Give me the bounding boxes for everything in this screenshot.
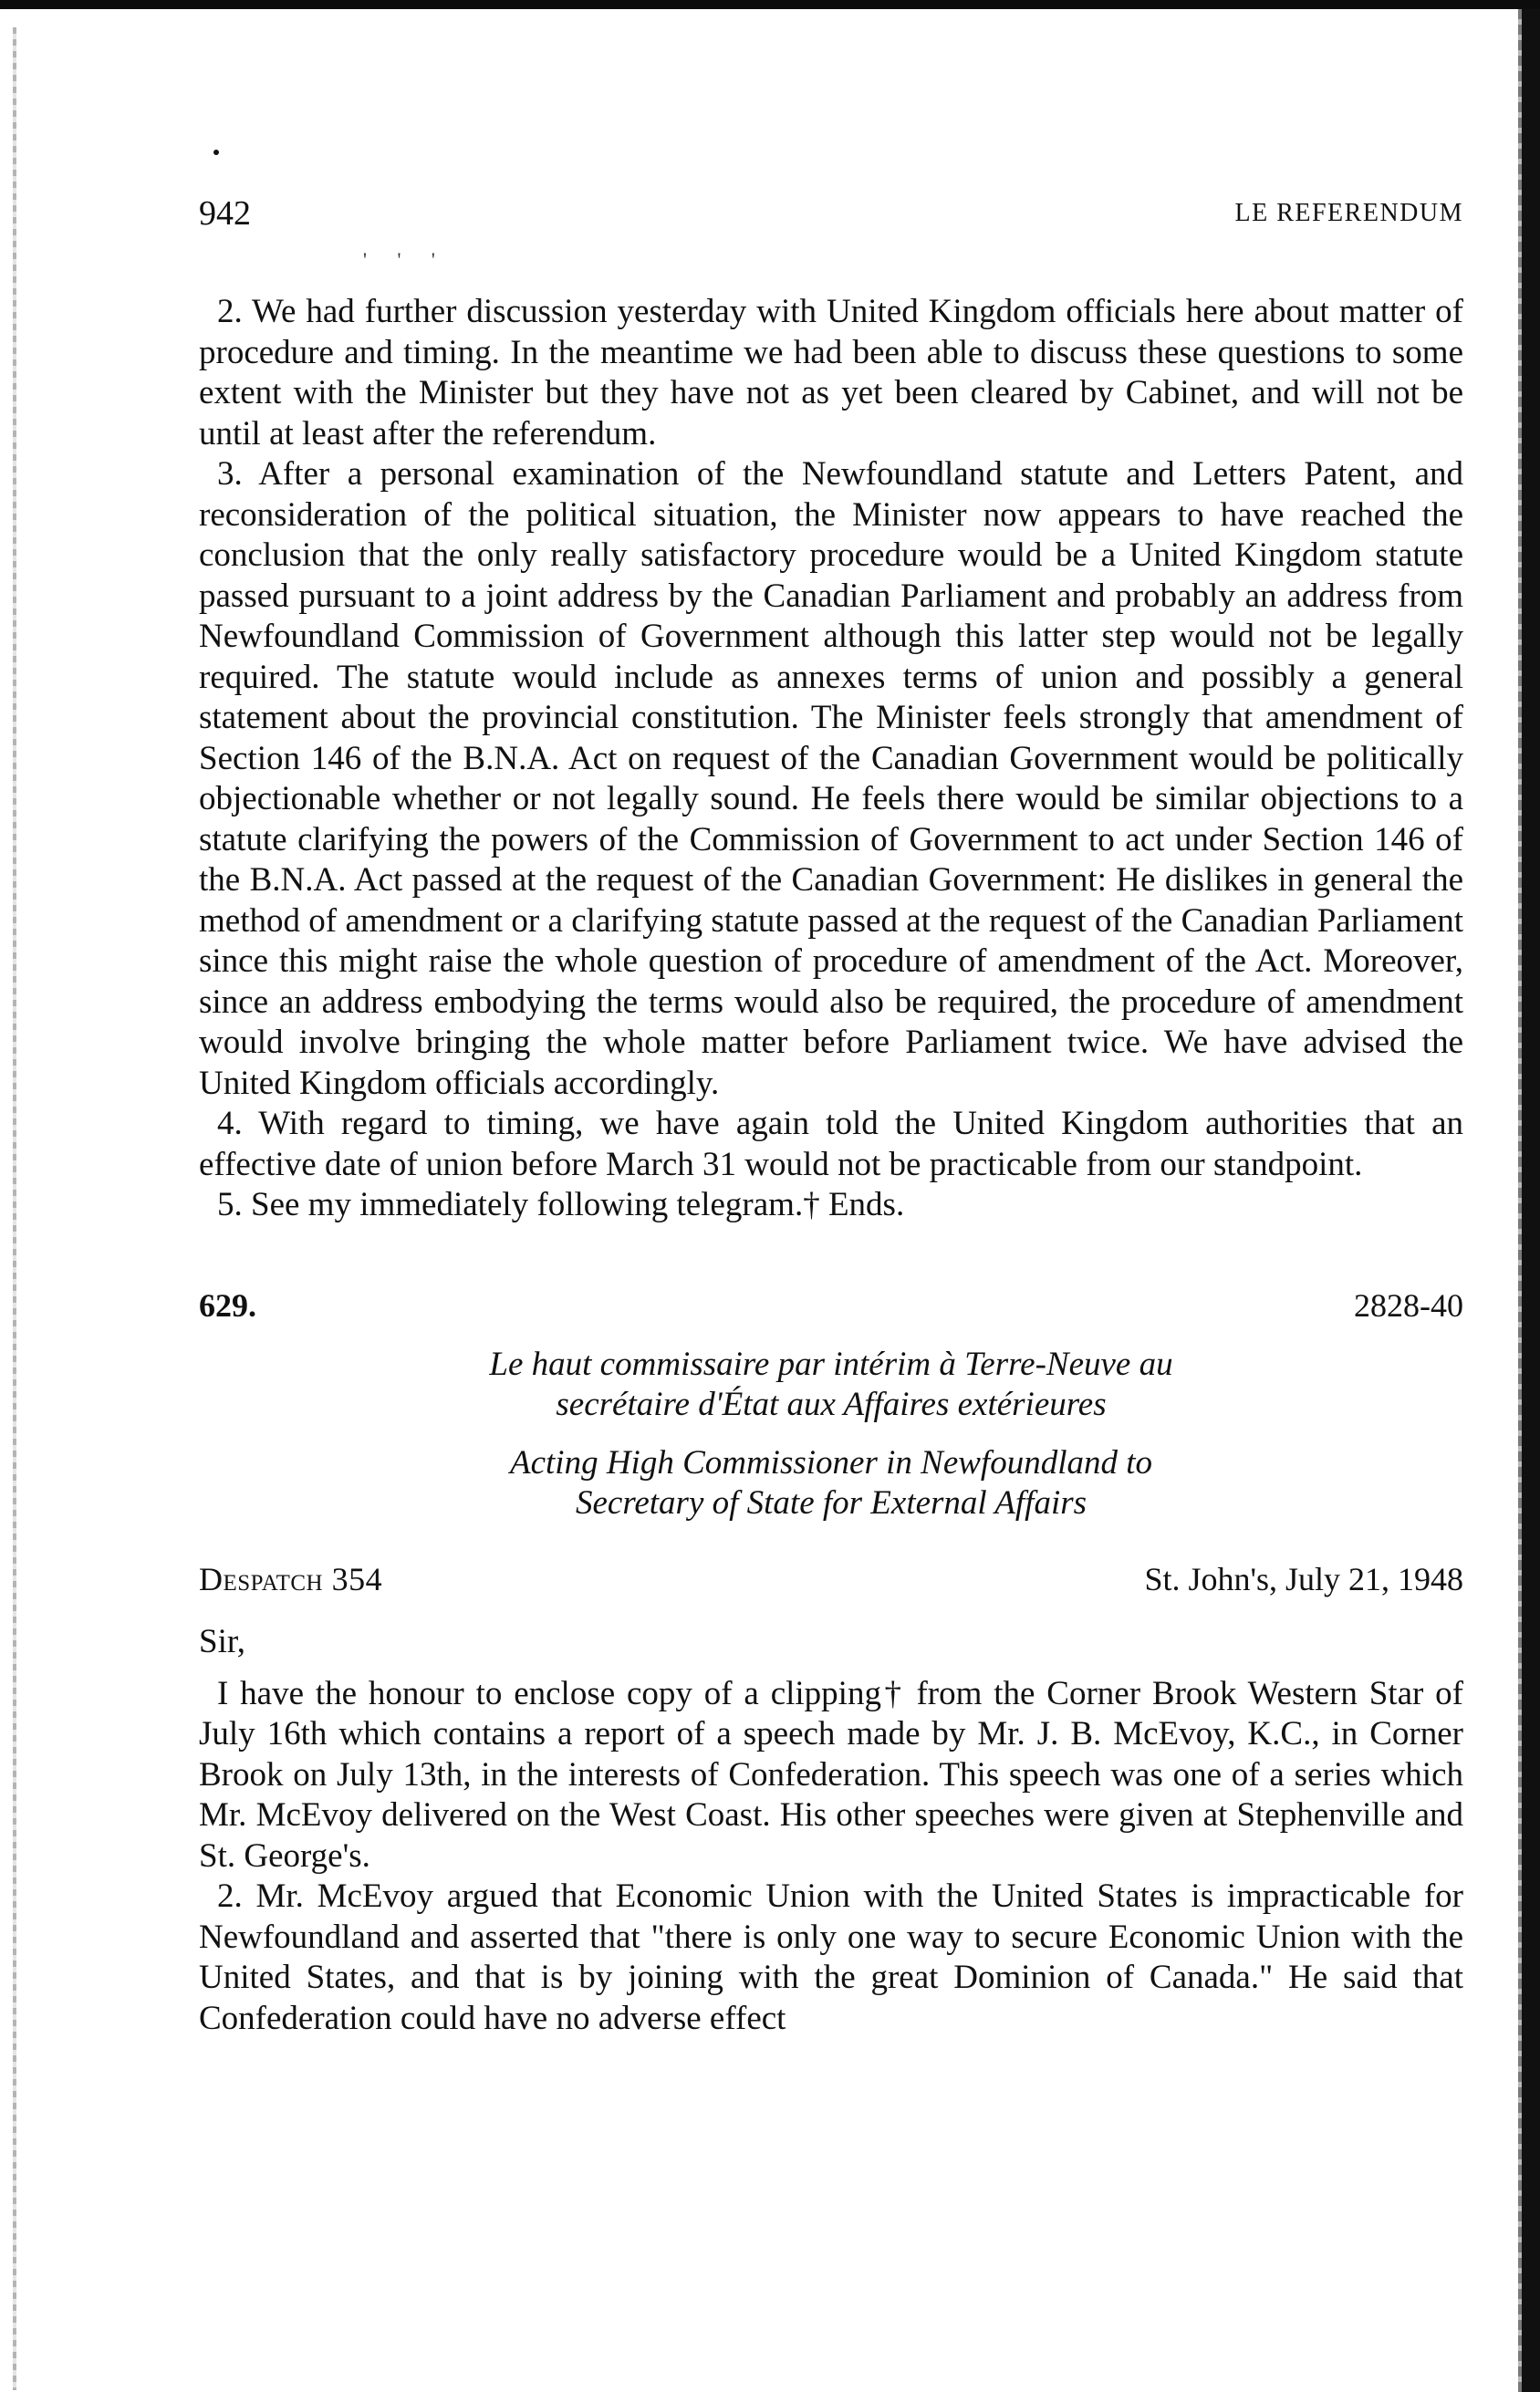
scan-right-shadow xyxy=(1518,9,1522,2392)
title-english-line-1: Acting High Commissioner in Newfoundland to xyxy=(509,1443,1153,1482)
margin-marks: ' ' ' xyxy=(363,248,448,271)
stray-mark xyxy=(213,150,219,155)
scan-top-edge xyxy=(0,0,1540,9)
despatch-body xyxy=(199,1674,1463,2040)
place-date: St. John's, July 21, 1948 xyxy=(1144,1560,1463,1597)
page xyxy=(199,193,1463,2039)
title-french-line-1: Le haut commissaire par intérim à Terre-Neuve au xyxy=(489,1345,1173,1383)
title-english-line-2: Secretary of State for External Affairs xyxy=(575,1483,1087,1522)
title-french xyxy=(199,1345,1463,1425)
despatch-paragraph-2: 2. Mr. McEvoy argued that Economic Union with the United States is impracticable for Newfoundland and asserted that "there is only one way to secure Economic Union with the United States, and that is by joining with the great Dominion of Canada." He said that Confederation could have no adverse effect xyxy=(199,1877,1463,2037)
document-number: 629. xyxy=(199,1286,256,1324)
title-french-line-2: secrétaire d'État aux Affaires extérieures xyxy=(556,1385,1107,1423)
despatch-number: Despatch 354 xyxy=(199,1560,383,1597)
scan-left-edge xyxy=(13,27,16,2390)
paragraph-5: 5. See my immediately following telegram.† Ends. xyxy=(217,1186,905,1223)
paragraph-2: 2. We had further discussion yesterday with United Kingdom officials here about matter of procedure and timing. In the meantime we had been able to discuss these questions to some extent with the Minister but they have not as yet been cleared by Cabinet, and will not be until at least after the referendum. xyxy=(199,293,1463,452)
running-title: LE REFERENDUM xyxy=(1234,199,1463,227)
page-number: 942 xyxy=(199,194,251,233)
running-head xyxy=(199,193,1463,248)
section-continued xyxy=(199,292,1463,1226)
document-header xyxy=(199,1286,1463,1332)
salutation: Sir, xyxy=(199,1622,245,1660)
title-english xyxy=(199,1443,1463,1524)
paragraph-4: 4. With regard to timing, we have again told the United Kingdom authorities that an effective date of union before March 31 would not be practicable from our standpoint. xyxy=(199,1105,1463,1183)
scan-right-edge xyxy=(1522,9,1540,2392)
file-number: 2828-40 xyxy=(1354,1286,1463,1324)
paragraph-3: 3. After a personal examination of the Newfoundland statute and Letters Patent, and reconsideration of the political situation, the Minister now appears to have reached the conclusion that the only really satisfactory procedure would be a United Kingdom statute passed pursuant to a joint address by the Canadian Parliament and probably an address from Newfoundland Commission of Government although this latter step would not be legally required. The statute would include as annexes terms of union and possibly a general statement about the provincial constitution. The Minister feels strongly that amendment of Section 146 of the B.N.A. Act on request of the Canadian Government would be politically objectionable whether or not legally sound. He feels there would be similar objections to a statute clarifying the powers of the Commission of Government to act under Section 146 of the B.N.A. Act passed at the request of the Canadian Government: He dislikes in general the method of amendment or a clarifying statute passed at the request of the Canadian Parliament since this might raise the whole question of procedure of amendment of the Act. Moreover, since an address embodying the terms would also be required, the procedure of amendment would involve bringing the whole matter before Parliament twice. We have advised the United Kingdom officials accordingly. xyxy=(199,455,1463,1102)
despatch-paragraph-1: I have the honour to enclose copy of a clipping† from the Corner Brook Western Star of July 16th which contains a report of a speech made by Mr. J. B. McEvoy, K.C., in Corner Brook on July 13th, in the interests of Confederation. This speech was one of a series which Mr. McEvoy delivered on the West Coast. His other speeches were given at Stephenville and St. George's. xyxy=(199,1674,1463,1875)
despatch-row xyxy=(199,1560,1463,1617)
